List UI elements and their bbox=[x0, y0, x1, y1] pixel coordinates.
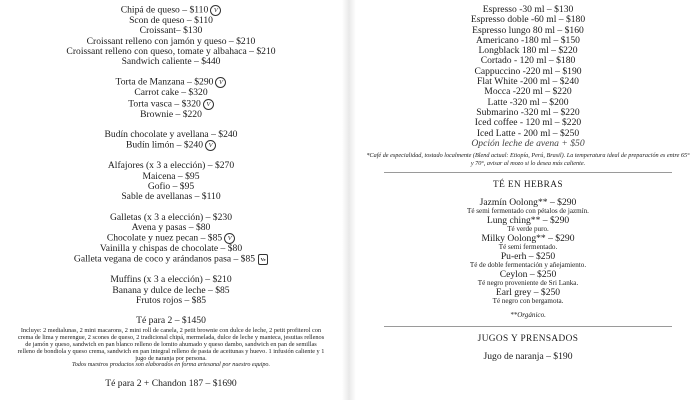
menu-item: Chocolate y nuez pecan – $85 V bbox=[0, 233, 342, 244]
tea-item: Lung ching** – $290 bbox=[486, 214, 570, 226]
menu-item: Croissant relleno con queso, tomate y albahaca – $210 bbox=[66, 45, 276, 57]
menu-item: Croissant– $130 bbox=[139, 25, 203, 37]
vegan-icon: Ve bbox=[258, 254, 268, 265]
menu-item: Frutos rojos – $85 bbox=[135, 295, 207, 307]
tea-for-two-title: Té para 2 – $1450 bbox=[136, 315, 206, 327]
menu-item: Torta vasca – $320 V bbox=[0, 99, 342, 110]
menu-item: Chipá de queso – $110 V bbox=[0, 5, 342, 16]
coffee-item: Americano -180 ml – $150 bbox=[476, 34, 580, 46]
menu-item: Avena y pasas – $80 bbox=[131, 221, 211, 233]
vegetarian-icon: V bbox=[203, 99, 214, 110]
organic-note: **Orgánico. bbox=[510, 310, 546, 319]
tea-item: Milky Oolong** – $290 bbox=[481, 232, 575, 244]
tea-item: Earl grey – $250 bbox=[495, 286, 561, 298]
oat-milk-option: Opción leche de avena + $50 bbox=[471, 137, 585, 149]
juice-section-header: JUGOS Y PRENSADOS bbox=[477, 333, 579, 344]
menu-item: Muffins (x 3 a elección) – $210 bbox=[110, 274, 232, 286]
juice-item: Jugo de naranja – $190 bbox=[483, 350, 573, 362]
artisanal-note: Todos nuestros productos son elaborados en forma artesanal por nuestro equipo. bbox=[72, 362, 270, 369]
menu-item: Galletas (x 3 a elección) – $230 bbox=[109, 211, 232, 223]
menu-item: Brownie – $220 bbox=[140, 108, 202, 120]
menu-item: Croissant relleno con jamón y queso – $210 bbox=[86, 35, 256, 47]
coffee-item: Iced Latte - 200 ml – $250 bbox=[476, 127, 580, 139]
tea-for-two-description: Incluye: 2 medialunas, 2 mini macarons, 2 mini roll de canela, 2 petit brownie con dulce de leche, 2 petit profiterol con crema de lima y merengue, 2 scones de queso, 2 tradicional chipá, mermelada, dulce de leche y manteca, jesuitas rellenos de jamón y queso, sandwich en pan blanco relleno de lomito ahumado y queso dambo, sandwich en pan de semillas relleno de bondiola y queso crema, sandwich en pan integral relleno de pasta de aceitunas y huevo. 1 infusión caliente y 1 jugo de naranja por persona. bbox=[17, 326, 325, 363]
tea-description: Té negro con bergamota. bbox=[492, 297, 564, 306]
coffee-item: Espresso -30 ml – $130 bbox=[482, 4, 574, 15]
tea-for-two-chandon: Té para 2 + Chandon 187 – $1690 bbox=[105, 378, 237, 390]
menu-item: Gofio – $95 bbox=[147, 180, 195, 192]
menu-item: Scon de queso – $110 bbox=[129, 15, 213, 26]
tea-description: Té negro proveniente de Sri Lanka. bbox=[477, 279, 579, 288]
tea-item: Jazmín Oolong** – $290 bbox=[479, 196, 577, 208]
tea-section-header: TÉ EN HEBRAS bbox=[493, 179, 563, 190]
vegetarian-icon: V bbox=[215, 77, 226, 88]
coffee-item: Espresso lungo 80 ml – $160 bbox=[472, 24, 584, 36]
coffee-item: Submarino -320 ml – $220 bbox=[476, 106, 580, 118]
menu-right-column bbox=[356, 0, 700, 362]
tea-description: Té verde puro. bbox=[507, 225, 549, 234]
coffee-item: Espresso doble -60 ml – $180 bbox=[470, 14, 586, 26]
menu-item: Galleta vegana de coco y arándanos pasa – $85 Ve bbox=[0, 254, 342, 265]
coffee-item: Longblack 180 ml – $220 bbox=[478, 45, 578, 57]
tea-item: Pu-erh – $250 bbox=[500, 250, 556, 262]
menu-item: Maicena – $95 bbox=[142, 170, 200, 182]
menu-item: Budín chocolate y avellana – $240 bbox=[104, 129, 238, 141]
menu-item: Torta de Manzana – $290 V bbox=[0, 77, 342, 88]
menu-item: Alfajores (x 3 a elección) – $270 bbox=[107, 160, 235, 172]
vegetarian-icon: V bbox=[210, 5, 221, 16]
menu-item: Budín limón – $240 V bbox=[0, 140, 342, 151]
tea-description: Té semi fermentado con pétalos de jazmín. bbox=[467, 207, 589, 216]
coffee-item: Flat White -200 ml – $240 bbox=[477, 76, 579, 88]
vegetarian-icon: V bbox=[224, 233, 235, 244]
menu-item: Carrot cake – $320 bbox=[134, 87, 208, 99]
tea-description: Té semi fermentado. bbox=[498, 243, 558, 252]
tea-description: Té de doble fermentación y añejamiento. bbox=[469, 261, 587, 270]
tea-item: Ceylon – $250 bbox=[499, 268, 557, 280]
coffee-item: Latte -320 ml – $200 bbox=[487, 96, 569, 108]
vegetarian-icon: V bbox=[205, 140, 216, 151]
menu-item: Sandwich caliente – $440 bbox=[121, 56, 221, 68]
menu-item: Sable de avellanas – $110 bbox=[121, 191, 221, 203]
menu-item: Vainilla y chispas de chocolate – $80 bbox=[99, 243, 243, 255]
menu-item: Banana y dulce de leche – $85 bbox=[112, 284, 230, 296]
coffee-item: Cortado - 120 ml – $180 bbox=[480, 55, 576, 67]
menu-left-column bbox=[0, 0, 342, 389]
coffee-note: *Café de especialidad, tostado localmente (Blend actual: Etiopía, Perú, Brasil). La temperatura ideal de preparación es entre 65° y 70°, avisar al mozo si lo desea más caliente. bbox=[366, 152, 690, 167]
page-gutter bbox=[342, 0, 356, 400]
coffee-item: Mocca -220 ml – $220 bbox=[484, 86, 572, 98]
coffee-item: Cappuccino -220 ml – $190 bbox=[474, 65, 582, 77]
coffee-item: Iced coffee - 120 ml – $220 bbox=[474, 117, 582, 129]
